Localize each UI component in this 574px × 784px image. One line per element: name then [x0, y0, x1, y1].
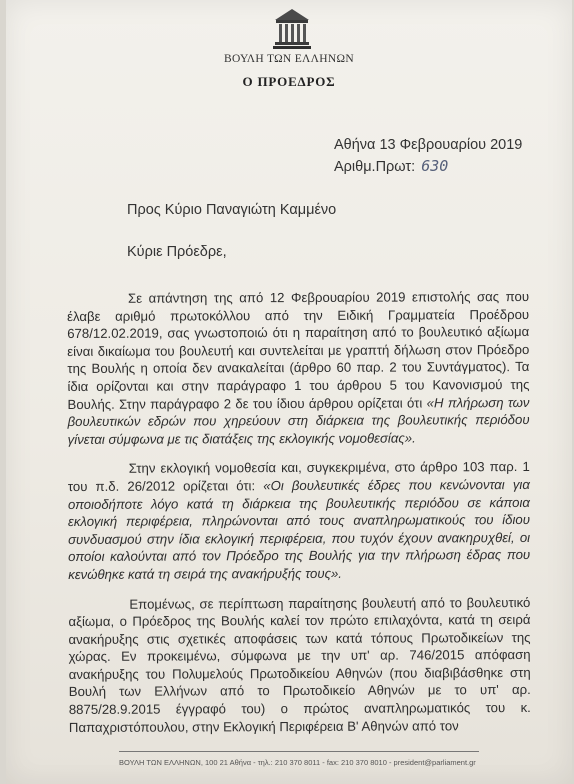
protocol-number-line [334, 157, 448, 175]
protocol-number: 630 [421, 157, 449, 175]
letter-body [67, 288, 531, 748]
paragraph-1-text: Σε απάντηση της από 12 Φεβρουαρίου 2019 επιστολής σας που έλαβε αριθμό πρωτοκόλλου από την Ειδική Γραμματεία Προέδρου 678/12.02.2019, σας γνωστοποιώ ότι η παραίτηση από το βουλευτικό αξίωμα είναι δικαίωμα του βουλευτή και συντελείται με γραπτή δήλωση στον Πρόεδρο της Βουλής η οποία δεν ανακαλείται (άρθρο 60 παρ. 2 του Συντάγματος). Τα ίδια ορίζονται και στην παράγραφο 1 του άρθρου 5 του Κανονισμού της Βουλής. Στην παράγραφο 2 δε του ίδιου άρθρου ορίζεται ότι [67, 288, 530, 412]
paragraph-2 [68, 458, 531, 583]
letter-date: Αθήνα 13 Φεβρουαρίου 2019 [334, 137, 523, 153]
salutation: Κύριε Πρόεδρε, [127, 244, 227, 260]
paragraph-1-quote: «Η πλήρωση των βουλευτικών εδρών που χηρεύουν στη διάρκεια της βουλευτικής περιόδου γίνεται σύμφωνα με τις διατάξεις της εκλογικής νομοθεσίας». [67, 394, 530, 447]
footer-divider [119, 751, 479, 752]
paragraph-3: Επομένως, σε περίπτωση παραίτησης βουλευτή από το βουλευτικό αξίωμα, ο Πρόεδρος της Βουλής καλεί τον πρώτο επιλαχόντα, κατά τη σειρά ανακήρυξης στις σχετικές αποφάσεις των κατά τόπους Πρωτοδικείων της χώρας. Εν προκειμένω, σύμφωνα με την υπ' αρ. 746/2015 απόφαση ανακήρυξης του Πολυμελούς Πρωτοδικείου Αθηνών (που διαβιβάσθηκε στη Βουλή των Ελλήνων από το Πρωτοδικείο Αθηνών με το υπ' αρ. 8875/28.9.2015 έγγραφό του) ο πρώτος αναπληρωματικός του κ. Παπαχριστόπουλου, στην Εκλογική Περιφέρεια Β' Αθηνών από τον [68, 594, 531, 735]
parliament-building-icon [272, 6, 312, 50]
institution-name: ΒΟΥΛΗ ΤΩΝ ΕΛΛΗΝΩΝ [224, 53, 354, 65]
paragraph-1 [67, 288, 530, 448]
paragraph-2-text: Στην εκλογική νομοθεσία και, συγκεκριμένα, στο άρθρο 103 παρ. 1 του π.δ. 26/2012 ορίζεται ότι: [67, 459, 530, 494]
footer-contact: ΒΟΥΛΗ ΤΩΝ ΕΛΛΗΝΩΝ, 100 21 Αθήνα - τηλ.: 210 370 8011 - fax: 210 370 8010 - president@parliament.gr [119, 758, 476, 767]
protocol-label: Αριθμ.Πρωτ: [334, 159, 416, 175]
paragraph-2-quote: «Οι βουλευτικές έδρες που κενώνονται για οποιοδήποτε λόγο κατά τη διάρκεια της βουλευτικής περιόδου σε κάποια εκλογική περιφέρεια, πληρώνονται από τους αναπληρωματικούς του ίδιου συνδυασμού στην ίδια εκλογική περιφέρεια, που τυχόν έχουν ανακηρυχθεί, οι οποίοι καλούνται από τον Πρόεδρο της Βουλής για την πλήρωση έδρας που κενώθηκε κατά τη σειρά της ανακήρυξής τους». [67, 476, 531, 582]
recipient: Προς Κύριο Παναγιώτη Καμμένο [127, 202, 337, 218]
letter-heading: Ο ΠΡΟΕΔΡΟΣ [242, 74, 336, 89]
letter-page [6, 0, 572, 784]
